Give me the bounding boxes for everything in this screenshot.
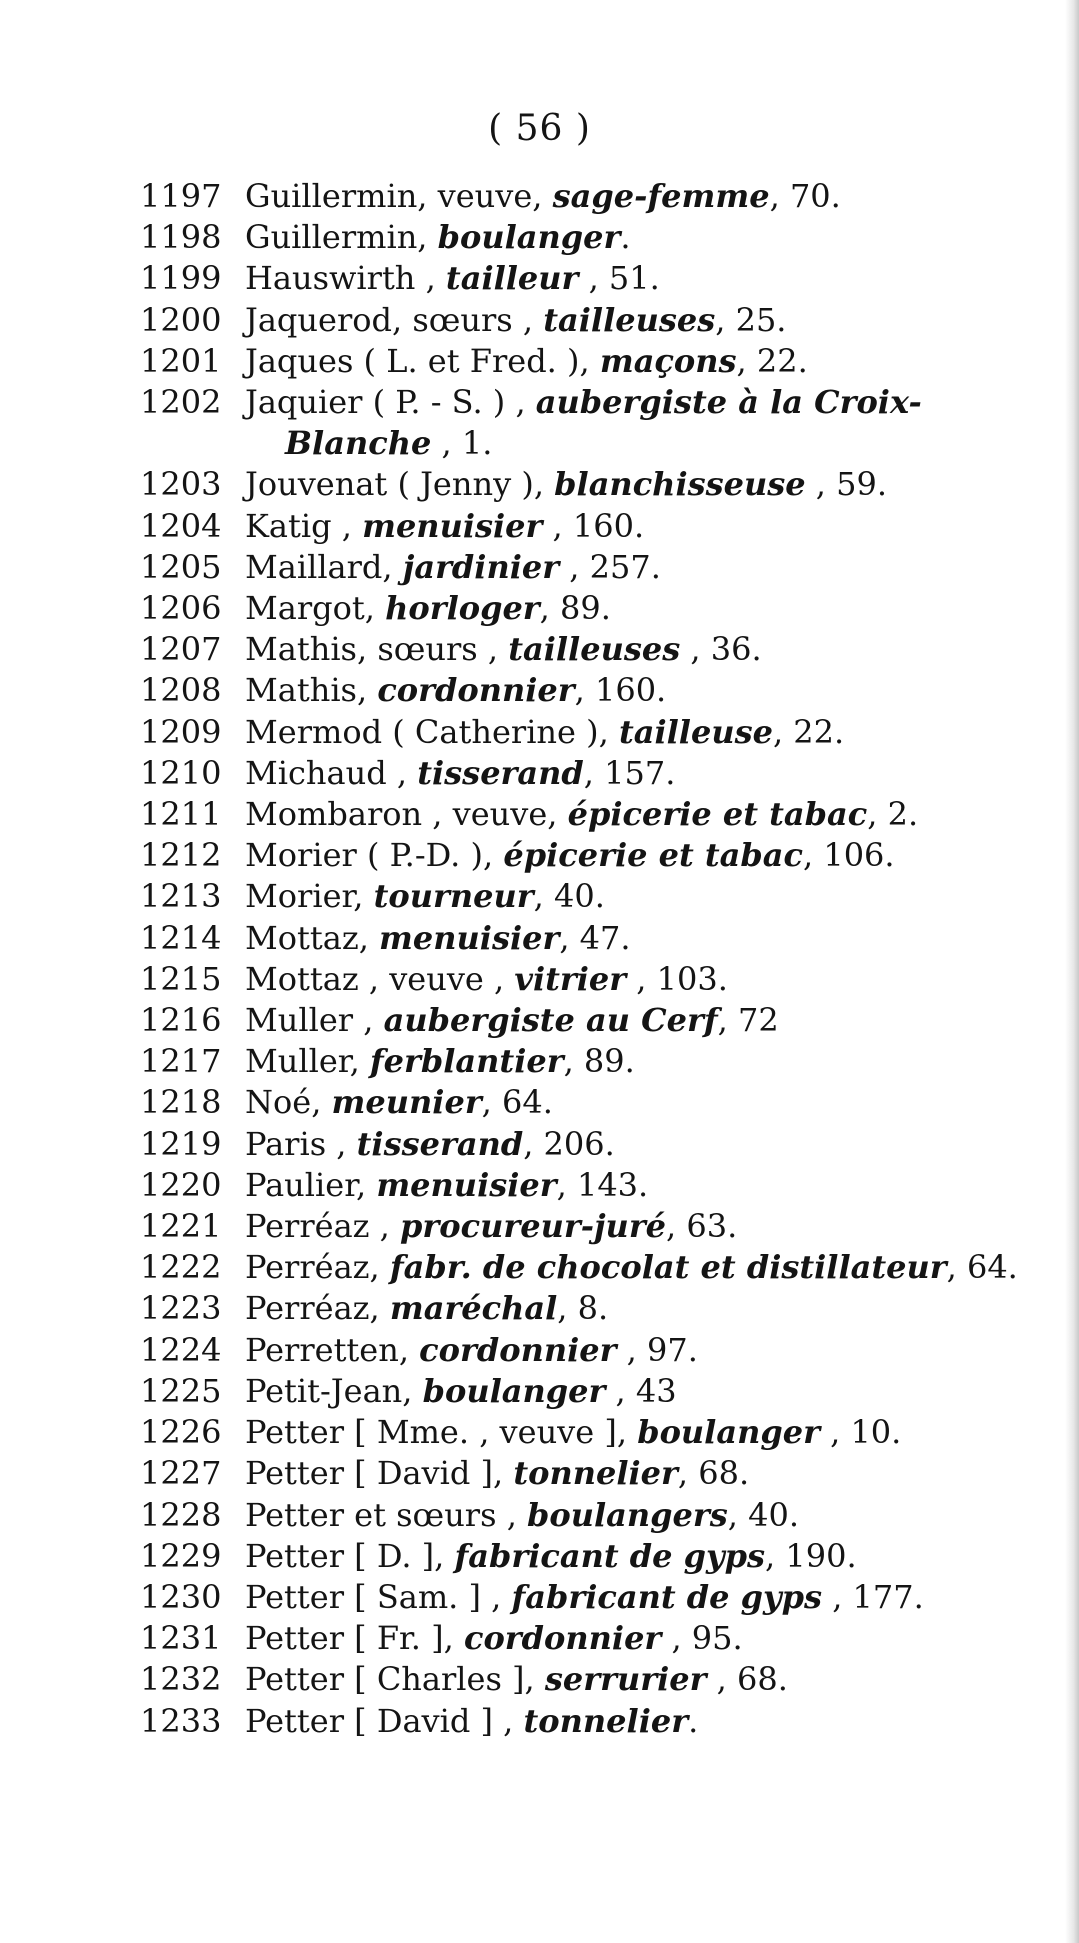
entry-number: 1202 (140, 383, 222, 422)
entry-address: , 70. (769, 177, 841, 215)
entry-number: 1201 (140, 341, 222, 380)
entry-trade: tonnelier (513, 1454, 678, 1493)
directory-entry (140, 1495, 1050, 1536)
entry-address: , 51. (578, 259, 660, 298)
entry-trade: jardinier (402, 547, 560, 586)
directory-entry (140, 1041, 1050, 1082)
entry-text (245, 670, 1050, 711)
directory-entry (140, 341, 1050, 382)
entry-trade: boulanger (637, 1413, 820, 1452)
directory-entry (140, 1124, 1050, 1165)
entry-text (245, 1082, 1050, 1123)
directory-entry (140, 1371, 1050, 1412)
entry-trade: sage-femme (552, 177, 770, 215)
directory-entries (140, 176, 1050, 1742)
entry-trade: boulanger (422, 1371, 606, 1410)
entry-address: , 40. (533, 877, 605, 916)
entry-text (245, 382, 1050, 464)
entry-text (245, 1371, 1050, 1412)
entry-trade: fabr. de chocolat et distillateur (389, 1248, 947, 1287)
entry-trade: tonnelier (523, 1701, 689, 1740)
entry-number: 1209 (140, 712, 222, 751)
entry-name: Jaques ( L. et Fred. ), (245, 341, 600, 380)
entry-number: 1205 (140, 547, 222, 586)
entry-number: 1204 (140, 506, 222, 545)
entry-number: 1211 (140, 795, 222, 834)
directory-entry (140, 1412, 1050, 1453)
entry-text (245, 1577, 1050, 1618)
entry-trade: tailleuses (543, 300, 716, 339)
directory-entry (140, 670, 1050, 711)
entry-address: , 160. (542, 506, 645, 545)
entry-address: , 72 (717, 1001, 779, 1040)
entry-trade: fabricant de gyps (511, 1577, 823, 1616)
directory-entry (140, 876, 1050, 917)
directory-entry (140, 217, 1050, 258)
entry-address: , 47. (559, 918, 631, 957)
entry-number: 1229 (140, 1536, 222, 1575)
entry-trade: tisserand (417, 753, 584, 792)
directory-entry (140, 1536, 1050, 1577)
entry-number: 1226 (140, 1413, 222, 1452)
entry-name: Petter [ David ] , (245, 1701, 524, 1740)
entry-address: , 64. (946, 1248, 1018, 1287)
entry-number: 1228 (140, 1495, 222, 1534)
entry-trade: procureur-juré (400, 1207, 667, 1246)
entry-number: 1224 (140, 1330, 222, 1369)
entry-address: , 2. (867, 795, 919, 834)
entry-name: Petter et sœurs , (245, 1495, 528, 1534)
entry-trade: boulanger (437, 218, 621, 257)
entry-trade: ferblantier (369, 1042, 564, 1081)
entry-number: 1207 (140, 630, 222, 669)
entry-address: , 59. (805, 465, 888, 504)
entry-address: , 106. (802, 836, 895, 875)
entry-text (245, 1495, 1050, 1536)
entry-text (245, 959, 1050, 1000)
directory-entry (140, 712, 1050, 753)
entry-name: Mombaron , veuve, (245, 795, 568, 834)
entry-name: Morier ( P.-D. ), (245, 836, 504, 875)
entry-text (245, 1000, 1050, 1041)
entry-text (245, 629, 1050, 670)
entry-name: Paris , (245, 1124, 357, 1163)
entry-number: 1225 (140, 1371, 222, 1410)
entry-name: Petter [ David ], (245, 1454, 514, 1493)
entry-name: Jouvenat ( Jenny ), (245, 465, 555, 504)
entry-address: , 8. (557, 1289, 609, 1328)
entry-trade: menuisier (362, 506, 543, 545)
directory-entry (140, 1288, 1050, 1329)
entry-text (245, 1330, 1050, 1371)
directory-entry (140, 547, 1050, 588)
entry-name: Muller , (245, 1001, 384, 1040)
entry-address: , 63. (666, 1207, 738, 1246)
directory-entry (140, 1330, 1050, 1371)
entry-trade: tailleuse (618, 712, 773, 751)
directory-entry (140, 1247, 1050, 1288)
entry-name: Guillermin, veuve, (245, 177, 553, 215)
directory-entry (140, 258, 1050, 299)
entry-text (245, 1453, 1050, 1494)
entry-address: , 190. (765, 1536, 857, 1575)
entry-trade-continuation: Blanche (285, 424, 432, 463)
entry-address: , 160. (574, 671, 667, 710)
entry-text (245, 217, 1050, 258)
entry-name: Perréaz, (245, 1289, 390, 1328)
entry-text (245, 794, 1050, 835)
entry-text (245, 712, 1050, 753)
entry-name: Jaquerod, sœurs , (245, 300, 544, 339)
entry-text (245, 1288, 1050, 1329)
entry-number: 1221 (140, 1207, 222, 1246)
entry-trade: tisserand (356, 1124, 524, 1163)
entry-number: 1212 (140, 836, 222, 875)
directory-entry (140, 794, 1050, 835)
entry-trade: épicerie et tabac (567, 795, 868, 834)
entry-text (245, 464, 1050, 505)
entry-number: 1232 (140, 1660, 222, 1699)
entry-trade: maréchal (389, 1289, 558, 1328)
entry-text (245, 1165, 1050, 1206)
entry-text (245, 1247, 1050, 1288)
directory-entry (140, 1000, 1050, 1041)
directory-entry (140, 1659, 1050, 1700)
entry-number: 1217 (140, 1042, 222, 1081)
entry-address: , 22. (736, 341, 808, 380)
entry-number: 1208 (140, 671, 222, 710)
entry-trade: tourneur (373, 877, 534, 916)
entry-trade: menuisier (376, 1165, 557, 1204)
entry-address: , 157. (583, 753, 676, 792)
entry-name: Mottaz, (245, 918, 380, 957)
entry-text (245, 258, 1050, 299)
entry-address: , 22. (772, 712, 845, 751)
entry-name: Perréaz , (245, 1207, 401, 1246)
directory-entry (140, 176, 1050, 217)
entry-trade: blanchisseuse (554, 465, 806, 504)
entry-address: , 103. (626, 959, 728, 998)
entry-name: Noé, (245, 1083, 332, 1122)
entry-number: 1213 (140, 877, 222, 916)
entry-number: 1218 (140, 1083, 222, 1122)
entry-trade: serrurier (544, 1660, 707, 1699)
entry-trade: horloger (385, 589, 540, 628)
entry-name: Hauswirth , (245, 259, 446, 298)
entry-text (245, 835, 1050, 876)
directory-entry (140, 588, 1050, 629)
entry-name: Perretten, (245, 1330, 420, 1369)
entry-address: , 10. (819, 1413, 902, 1452)
entry-trade: boulangers (527, 1495, 728, 1534)
directory-entry (140, 382, 1050, 464)
entry-number: 1214 (140, 918, 222, 957)
entry-text (245, 176, 1050, 217)
entry-number: 1206 (140, 589, 222, 628)
entry-text (245, 588, 1050, 629)
entry-text (245, 1206, 1050, 1247)
entry-address: , 95. (661, 1619, 743, 1658)
entry-address: , 97. (616, 1330, 698, 1369)
entry-trade: aubergiste au Cerf (383, 1001, 718, 1040)
directory-entry (140, 1453, 1050, 1494)
directory-entry (140, 506, 1050, 547)
entry-number: 1227 (140, 1454, 222, 1493)
entry-text (245, 1412, 1050, 1453)
entry-number: 1203 (140, 465, 222, 504)
entry-address: , 143. (556, 1165, 649, 1204)
directory-entry (140, 300, 1050, 341)
entry-trade: fabricant de gyps (454, 1536, 766, 1575)
entry-name: Mottaz , veuve , (245, 959, 515, 998)
entry-text (245, 1124, 1050, 1165)
entry-trade: cordonnier (419, 1330, 617, 1369)
directory-entry (140, 1082, 1050, 1123)
entry-trade: tailleuses (508, 630, 681, 669)
entry-text (245, 547, 1050, 588)
entry-name: Maillard, (245, 547, 403, 586)
directory-entry (140, 1577, 1050, 1618)
entry-text (245, 506, 1050, 547)
entry-address: , 68. (677, 1454, 750, 1493)
entry-trade: épicerie et tabac (503, 836, 803, 875)
entry-address: , 36. (680, 630, 762, 669)
entry-continuation (245, 423, 1050, 464)
entry-name: Petter [ D. ], (245, 1536, 455, 1575)
entry-number: 1200 (140, 300, 222, 339)
directory-entry (140, 918, 1050, 959)
entry-name: Michaud , (245, 753, 418, 792)
entry-name: Muller, (245, 1042, 370, 1081)
entry-address: , 89. (539, 589, 611, 628)
entry-trade: aubergiste à la Croix- (535, 383, 922, 422)
entry-text (245, 918, 1050, 959)
entry-address: . (620, 218, 631, 257)
entry-trade: menuisier (379, 918, 560, 957)
entry-number: 1231 (140, 1619, 222, 1658)
directory-entry (140, 1206, 1050, 1247)
entry-name: Petit-Jean, (245, 1371, 423, 1410)
entry-number: 1210 (140, 753, 222, 792)
entry-text (245, 1041, 1050, 1082)
directory-entry (140, 835, 1050, 876)
entry-name: Jaquier ( P. - S. ) , (245, 383, 536, 422)
entry-name: Petter [ Charles ], (245, 1660, 545, 1699)
entry-number: 1197 (140, 177, 222, 215)
entry-text (245, 1618, 1050, 1659)
entry-number: 1220 (140, 1165, 222, 1204)
entry-name: Mathis, sœurs , (245, 630, 509, 669)
entry-number: 1222 (140, 1248, 222, 1287)
entry-address: , 25. (715, 300, 787, 339)
entry-name: Petter [ Mme. , veuve ], (245, 1413, 638, 1452)
entry-address: , 89. (563, 1042, 635, 1081)
directory-entry (140, 1618, 1050, 1659)
entry-trade: cordonnier (463, 1619, 662, 1658)
directory-entry (140, 1165, 1050, 1206)
entry-number: 1219 (140, 1124, 222, 1163)
entry-name: Petter [ Fr. ], (245, 1619, 464, 1658)
entry-name: Katig , (245, 506, 363, 545)
entry-trade: tailleur (445, 259, 579, 298)
entry-number: 1230 (140, 1577, 222, 1616)
entry-text (245, 341, 1050, 382)
entry-address: . (688, 1701, 699, 1740)
entry-name: Morier, (245, 877, 374, 916)
entry-address: , 1. (431, 424, 493, 463)
directory-entry (140, 753, 1050, 794)
entry-address: , 257. (559, 547, 661, 586)
entry-text (245, 1536, 1050, 1577)
entry-number: 1216 (140, 1001, 222, 1040)
entry-text (245, 753, 1050, 794)
entry-name: Paulier, (245, 1165, 377, 1204)
entry-trade: cordonnier (377, 671, 575, 710)
page-edge-shadow (1065, 0, 1079, 1943)
entry-address: , 64. (481, 1083, 553, 1122)
entry-name: Guillermin, (245, 218, 438, 257)
entry-name: Mermod ( Catherine ), (245, 712, 619, 751)
directory-entry (140, 959, 1050, 1000)
directory-entry (140, 464, 1050, 505)
entry-number: 1223 (140, 1289, 222, 1328)
entry-trade: maçons (599, 341, 737, 380)
entry-address: , 43 (605, 1371, 677, 1410)
entry-trade: meunier (331, 1083, 482, 1122)
entry-name: Perréaz, (245, 1248, 390, 1287)
entry-trade: vitrier (514, 959, 627, 998)
entry-number: 1199 (140, 259, 222, 298)
entry-name: Margot, (245, 589, 386, 628)
directory-entry (140, 1701, 1050, 1742)
entry-name: Petter [ Sam. ] , (245, 1577, 512, 1616)
entry-text (245, 300, 1050, 341)
entry-text (245, 1701, 1050, 1742)
entry-address: , 68. (706, 1660, 788, 1699)
entry-number: 1215 (140, 959, 222, 998)
entry-text (245, 1659, 1050, 1700)
entry-text (245, 876, 1050, 917)
entry-address: , 177. (822, 1577, 924, 1616)
entry-name: Mathis, (245, 671, 378, 710)
entry-number: 1233 (140, 1701, 222, 1740)
directory-entry (140, 629, 1050, 670)
entry-address: , 206. (523, 1124, 615, 1163)
entry-address: , 40. (727, 1495, 800, 1534)
entry-number: 1198 (140, 218, 222, 257)
page-number: ( 56 ) (488, 108, 591, 149)
